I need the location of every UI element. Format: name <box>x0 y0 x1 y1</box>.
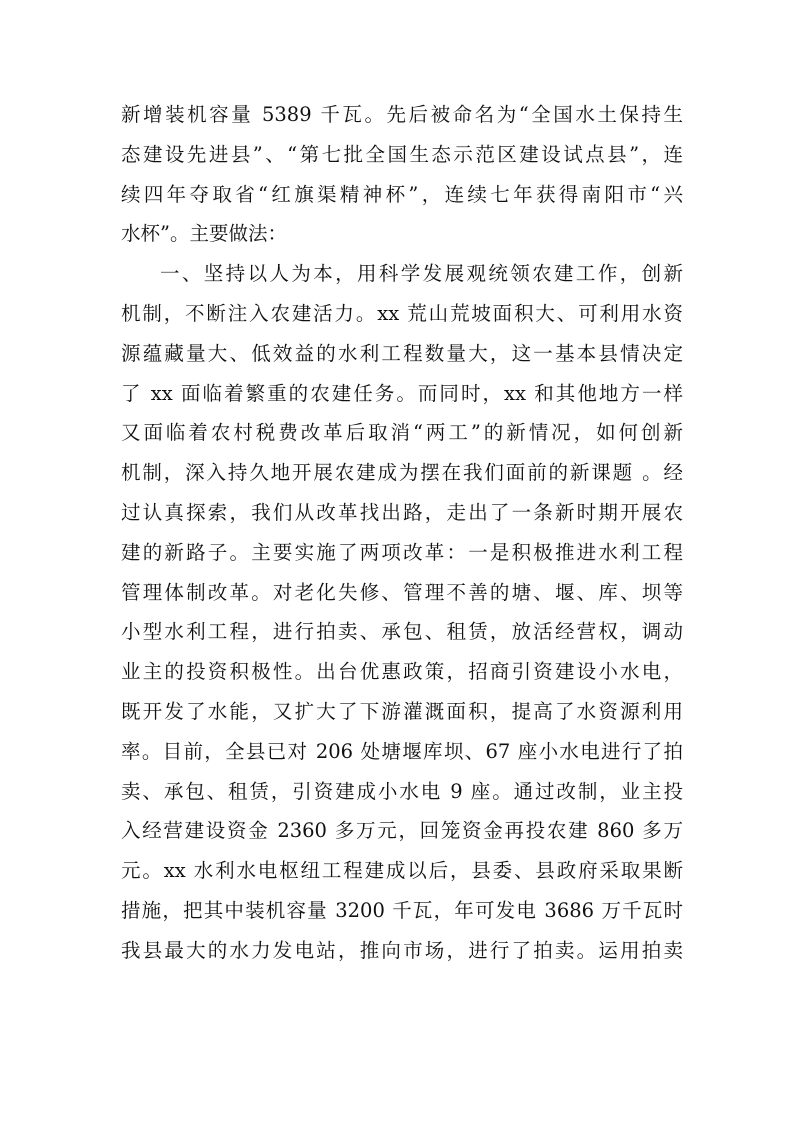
text-line: 卖、承包、租赁，引资建成小水电 9 座。通过改制，业主投 <box>121 779 683 803</box>
text-line: 措施，把其中装机容量 3200 千瓦，年可发电 3686 万千瓦时 <box>121 898 683 922</box>
text-line: 我县最大的水力发电站，推向市场，进行了拍卖。运用拍卖 <box>121 938 683 962</box>
text-line: 态建设先进县”、“第七批全国生态示范区建设试点县”，连 <box>121 142 683 166</box>
text-line: 新增装机容量 5389 千瓦。先后被命名为“全国水土保持生 <box>121 103 683 126</box>
text-line: 管理体制改革。对老化失修、管理不善的塘、堰、库、坝等 <box>121 580 683 604</box>
text-line: 小型水利工程，进行拍卖、承包、租赁，放活经营权，调动 <box>121 620 683 644</box>
text-line: 既开发了水能，又扩大了下游灌溉面积，提高了水资源利用 <box>121 699 683 723</box>
text-line: 续四年夺取省“红旗渠精神杯”，连续七年获得南阳市“兴 <box>121 182 683 206</box>
text-line: 源蕴藏量大、低效益的水利工程数量大，这一基本县情决定 <box>121 341 683 365</box>
text-line: 又面临着农村税费改革后取消“两工”的新情况，如何创新 <box>121 421 683 445</box>
text-line: 入经营建设资金 2360 多万元，回笼资金再投农建 860 多万 <box>121 819 683 843</box>
document-body <box>121 95 683 971</box>
paragraph-first-line: 一、坚持以人为本，用科学发展观统领农建工作，创新 <box>160 262 683 286</box>
text-line: 了 xx 面临着繁重的农建任务。而同时，xx 和其他地方一样 <box>121 381 683 405</box>
text-line: 建的新路子。主要实施了两项改革：一是积极推进水利工程 <box>121 540 683 564</box>
text-line: 率。目前，全县已对 206 处塘堰库坝、67 座小水电进行了拍 <box>121 739 683 763</box>
text-line: 机制，不断注入农建活力。xx 荒山荒坡面积大、可利用水资 <box>121 301 683 325</box>
text-line: 业主的投资积极性。出台优惠政策，招商引资建设小水电， <box>121 660 683 684</box>
text-line: 元。xx 水利水电枢纽工程建成以后，县委、县政府采取果断 <box>121 859 683 883</box>
text-line: 水杯”。主要做法： <box>121 222 287 246</box>
text-line: 过认真探索，我们从改革找出路，走出了一条新时期开展农 <box>121 500 683 524</box>
text-line: 机制，深入持久地开展农建成为摆在我们面前的新课题 。经 <box>121 461 683 485</box>
